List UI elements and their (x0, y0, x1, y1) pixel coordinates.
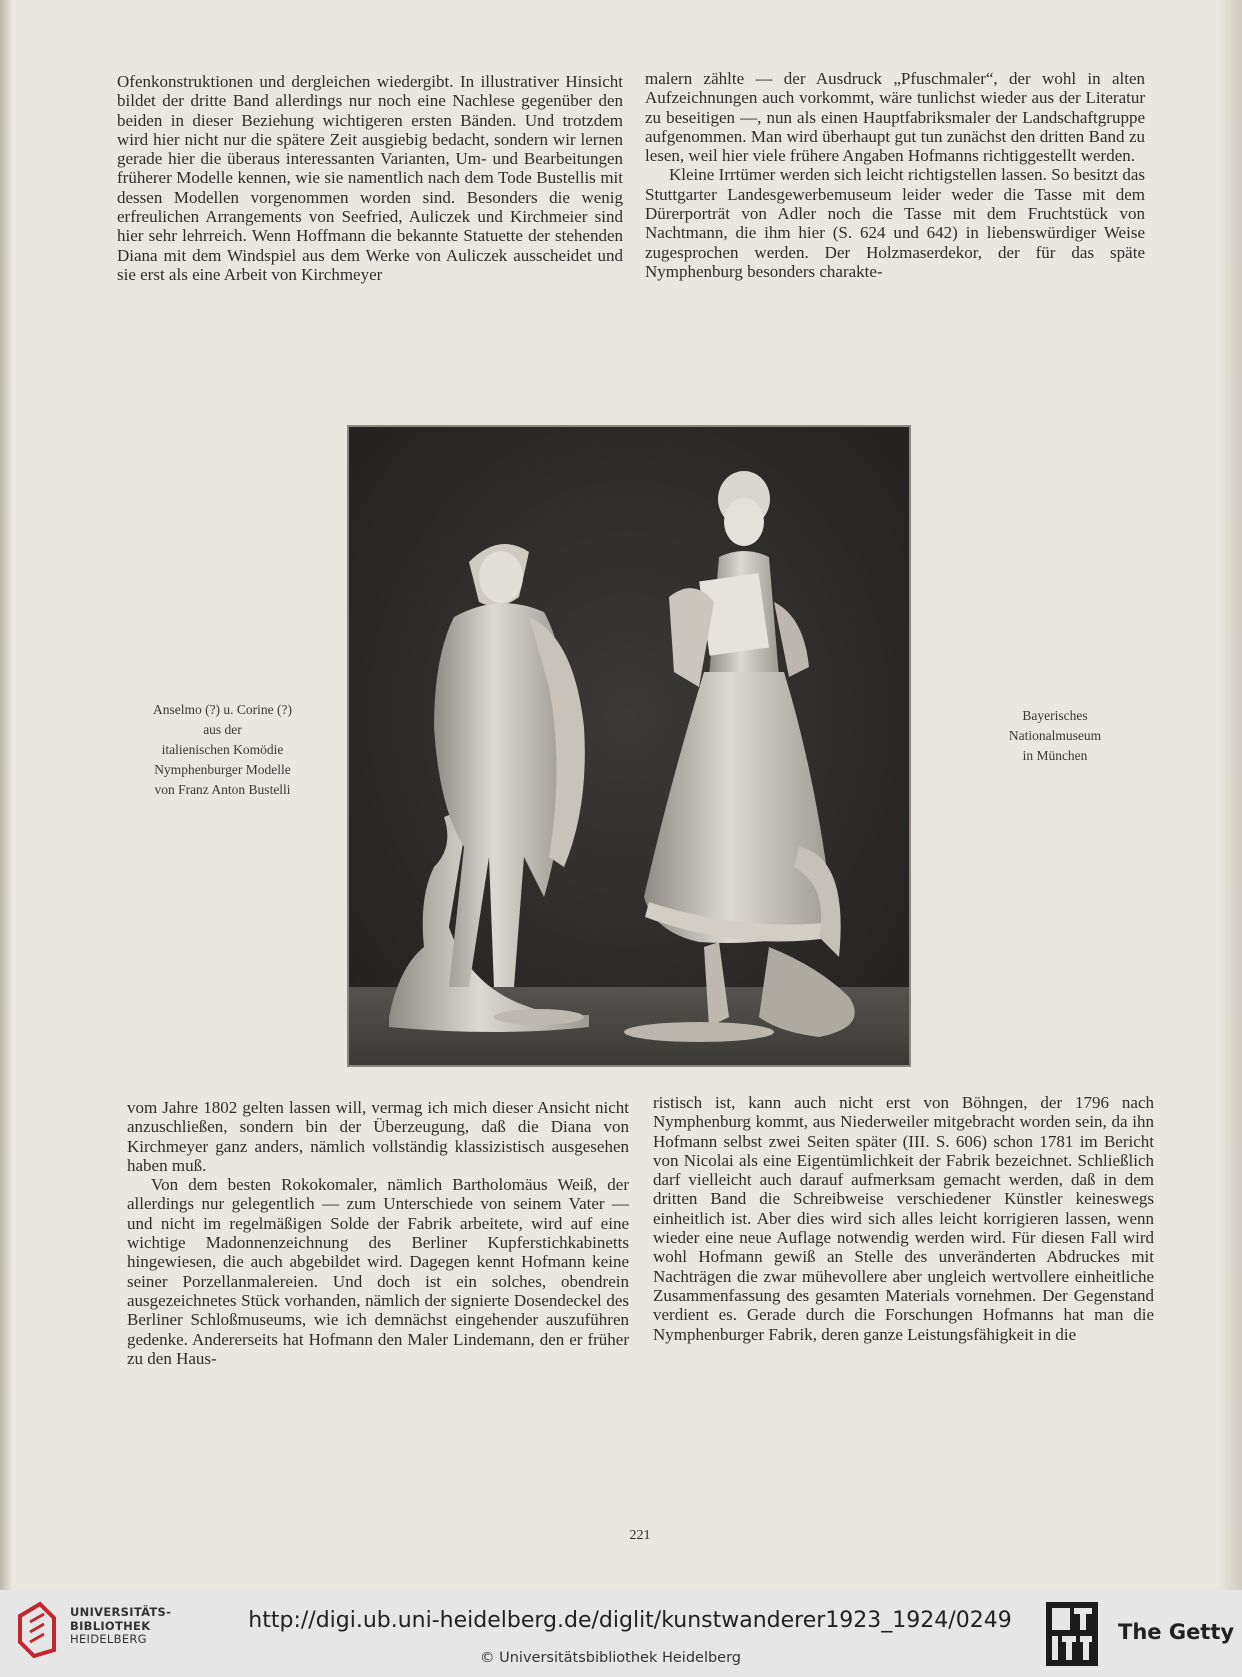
page-edge-left (0, 0, 12, 1590)
caption-line: aus der (203, 722, 242, 737)
text-column-bottom-left (127, 1098, 629, 1368)
permalink-url[interactable]: http://digi.ub.uni-heidelberg.de/diglit/kunstwanderer1923_1924/0249 (248, 1608, 1012, 1633)
caption-line: Nymphenburger Modelle (154, 762, 291, 777)
copyright-notice: © Universitätsbibliothek Heidelberg (480, 1650, 742, 1666)
caption-line: italienischen Komödie (161, 742, 284, 757)
library-name-line: UNIVERSITÄTS- (70, 1605, 172, 1619)
caption-line: Anselmo (?) u. Corine (?) (152, 702, 293, 717)
page-edge-right (1218, 0, 1242, 1590)
figure-photograph-porcelain-figures (347, 425, 911, 1067)
paragraph: Von dem besten Rokokomaler, nämlich Bartholomäus Weiß, der allerdings nur gelegentlich — zum Unterschiede von seinem Vater — und nicht im regelmäßigen Solde der Fabrik arbeitete, wird auf eine wichtige Madonnenzeichnung des Berliner Kupferstichkabinetts hingewiesen, die auch abgebildet wird. Dagegen kennt Hofmann keine seiner Porzellanmalereien. Und doch ist ein solches, obendrein ausgezeichnetes Stück vorhanden, nämlich der signierte Dosendeckel des Berliner Schloßmuseums, wie ich demnächst eingehender auszuführen gedenke. Andererseits hat Hofmann den Maler Lindemann, den er früher zu den Haus- (127, 1175, 629, 1368)
caption-line: Nationalmuseum (1008, 728, 1102, 743)
figure-caption-right (960, 706, 1150, 766)
text-column-top-left (117, 72, 623, 284)
library-name-line: HEIDELBERG (70, 1632, 147, 1646)
footer-bar (0, 1590, 1242, 1677)
text-column-top-right (645, 69, 1145, 281)
page-number: 221 (629, 1528, 651, 1543)
photo-illustration (349, 427, 909, 1065)
library-name (70, 1606, 171, 1647)
caption-line: von Franz Anton Bustelli (154, 782, 291, 797)
paragraph: Kleine Irrtümer werden sich leicht richtigstellen lassen. So besitzt das Stuttgarter Landesgewerbemuseum leider weder die Tasse mit dem Dürerporträt von Adler noch die Tasse mit dem Fruchtstück von Nachtmann, die ihm hier (S. 624 und 642) in liebenswürdiger Weise zugesprochen werden. Der Holzmaserdekor, der für das späte Nymphenburg besonders charakte- (645, 165, 1145, 281)
paragraph: Ofenkonstruktionen und dergleichen wiedergibt. In illustrativer Hinsicht bildet der dritte Band allerdings nur noch eine Nachlese gegenüber den beiden in dieser Beziehung wichtigeren ersten Bänden. Und trotzdem wird hier nicht nur die spätere Zeit ausgiebig bedacht, sondern wir lernen gerade hier die überaus interessanten Varianten, Um- und Bearbeitungen früherer Modelle kennen, wie sie namentlich nach dem Tode Bustellis mit dessen Modellen vorgenommen worden sind. Besonders die wenig erfreulichen Arrangements von Seefried, Auliczek und Kirchmeier sind hier sehr lehrreich. Wenn Hoffmann die bekannte Statuette der stehenden Diana mit dem Windspiel aus dem Werke von Auliczek ausscheidet und sie erst als eine Arbeit von Kirchmeyer (117, 72, 623, 284)
library-name-line: BIBLIOTHEK (70, 1618, 151, 1633)
paragraph: malern zählte — der Ausdruck „Pfuschmaler“, der wohl in alten Aufzeichnungen auch vorkommt, wäre tunlichst wieder aus der Literatur zu beseitigen —, nun als einen Hauptfabriksmaler der Landschaftgruppe aufgenommen. Man wird überhaupt gut tun zunächst den dritten Band zu lesen, weil hier viele frühere Angaben Hofmanns richtiggestellt werden. (645, 69, 1145, 166)
caption-line: in München (1022, 748, 1088, 763)
library-logo-icon[interactable] (12, 1598, 62, 1658)
text-column-bottom-right (653, 1093, 1154, 1344)
caption-line: Bayerisches (1022, 708, 1088, 723)
getty-logo-icon[interactable] (1044, 1600, 1100, 1668)
paragraph: ristisch ist, kann auch nicht erst von Böhngen, der 1796 nach Nymphenburg kommt, aus Niederweiler mitgebracht worden sein, da ihn Hofmann selbst zwei Seiten später (III. S. 606) schon 1781 im Bericht von Nicolai als eine Eigentümlichkeit der Fabrik bezeichnet. Schließlich darf vielleicht auch darauf aufmerksam gemacht werden, daß in dem dritten Band die Schreibweise verschiedener Künstler keineswegs einheitlich ist. Aber dies wird sich alles leicht korrigieren lassen, wenn wieder eine neue Auflage notwendig werden wird. Für diesen Fall wird wohl Hofmann gewiß an Stelle des unveränderten Abdruckes mit Nachträgen die zwar mühevollere aber ungleich wertvollere einheitliche Zusammenfassung des gesamten Materials vornehmen. Der Gegenstand verdient es. Gerade durch die Forschungen Hofmanns hat man die Nymphenburger Fabrik, deren ganze Leistungsfähigkeit in die (653, 1093, 1154, 1344)
figure-caption-left (115, 700, 330, 800)
paragraph: vom Jahre 1802 gelten lassen will, vermag ich mich dieser Ansicht nicht anzuschließen, sondern bin der Überzeugung, daß die Diana von Kirchmeyer ganz anders, nämlich vollständig klassizistisch ausgesehen haben muß. (127, 1098, 629, 1175)
getty-name: The Getty (1118, 1620, 1235, 1644)
